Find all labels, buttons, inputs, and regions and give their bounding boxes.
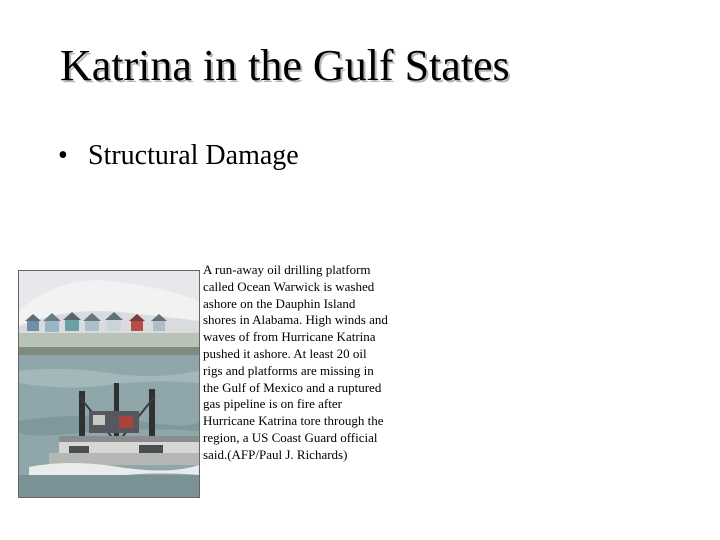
bullet-dot: • <box>58 140 68 171</box>
photo-caption: A run-away oil drilling platform called Ocean Warwick is washed ashore on the Dauphin Island shores in Alabama. High winds and waves of from Hurricane Katrina pushed it ashore. At least 20 oil rigs and platforms are missing in the Gulf of Mexico and a ruptured gas pipeline is on fire after Hurricane Katrina tore through the region, a US Coast Guard official said.(AFP/Paul J. Richards) <box>203 262 388 462</box>
bullet-text: Structural Damage <box>88 140 299 171</box>
bullet-item <box>58 137 299 175</box>
slide-title: Katrina in the Gulf States <box>60 41 510 90</box>
oil-platform-photo <box>18 270 200 498</box>
